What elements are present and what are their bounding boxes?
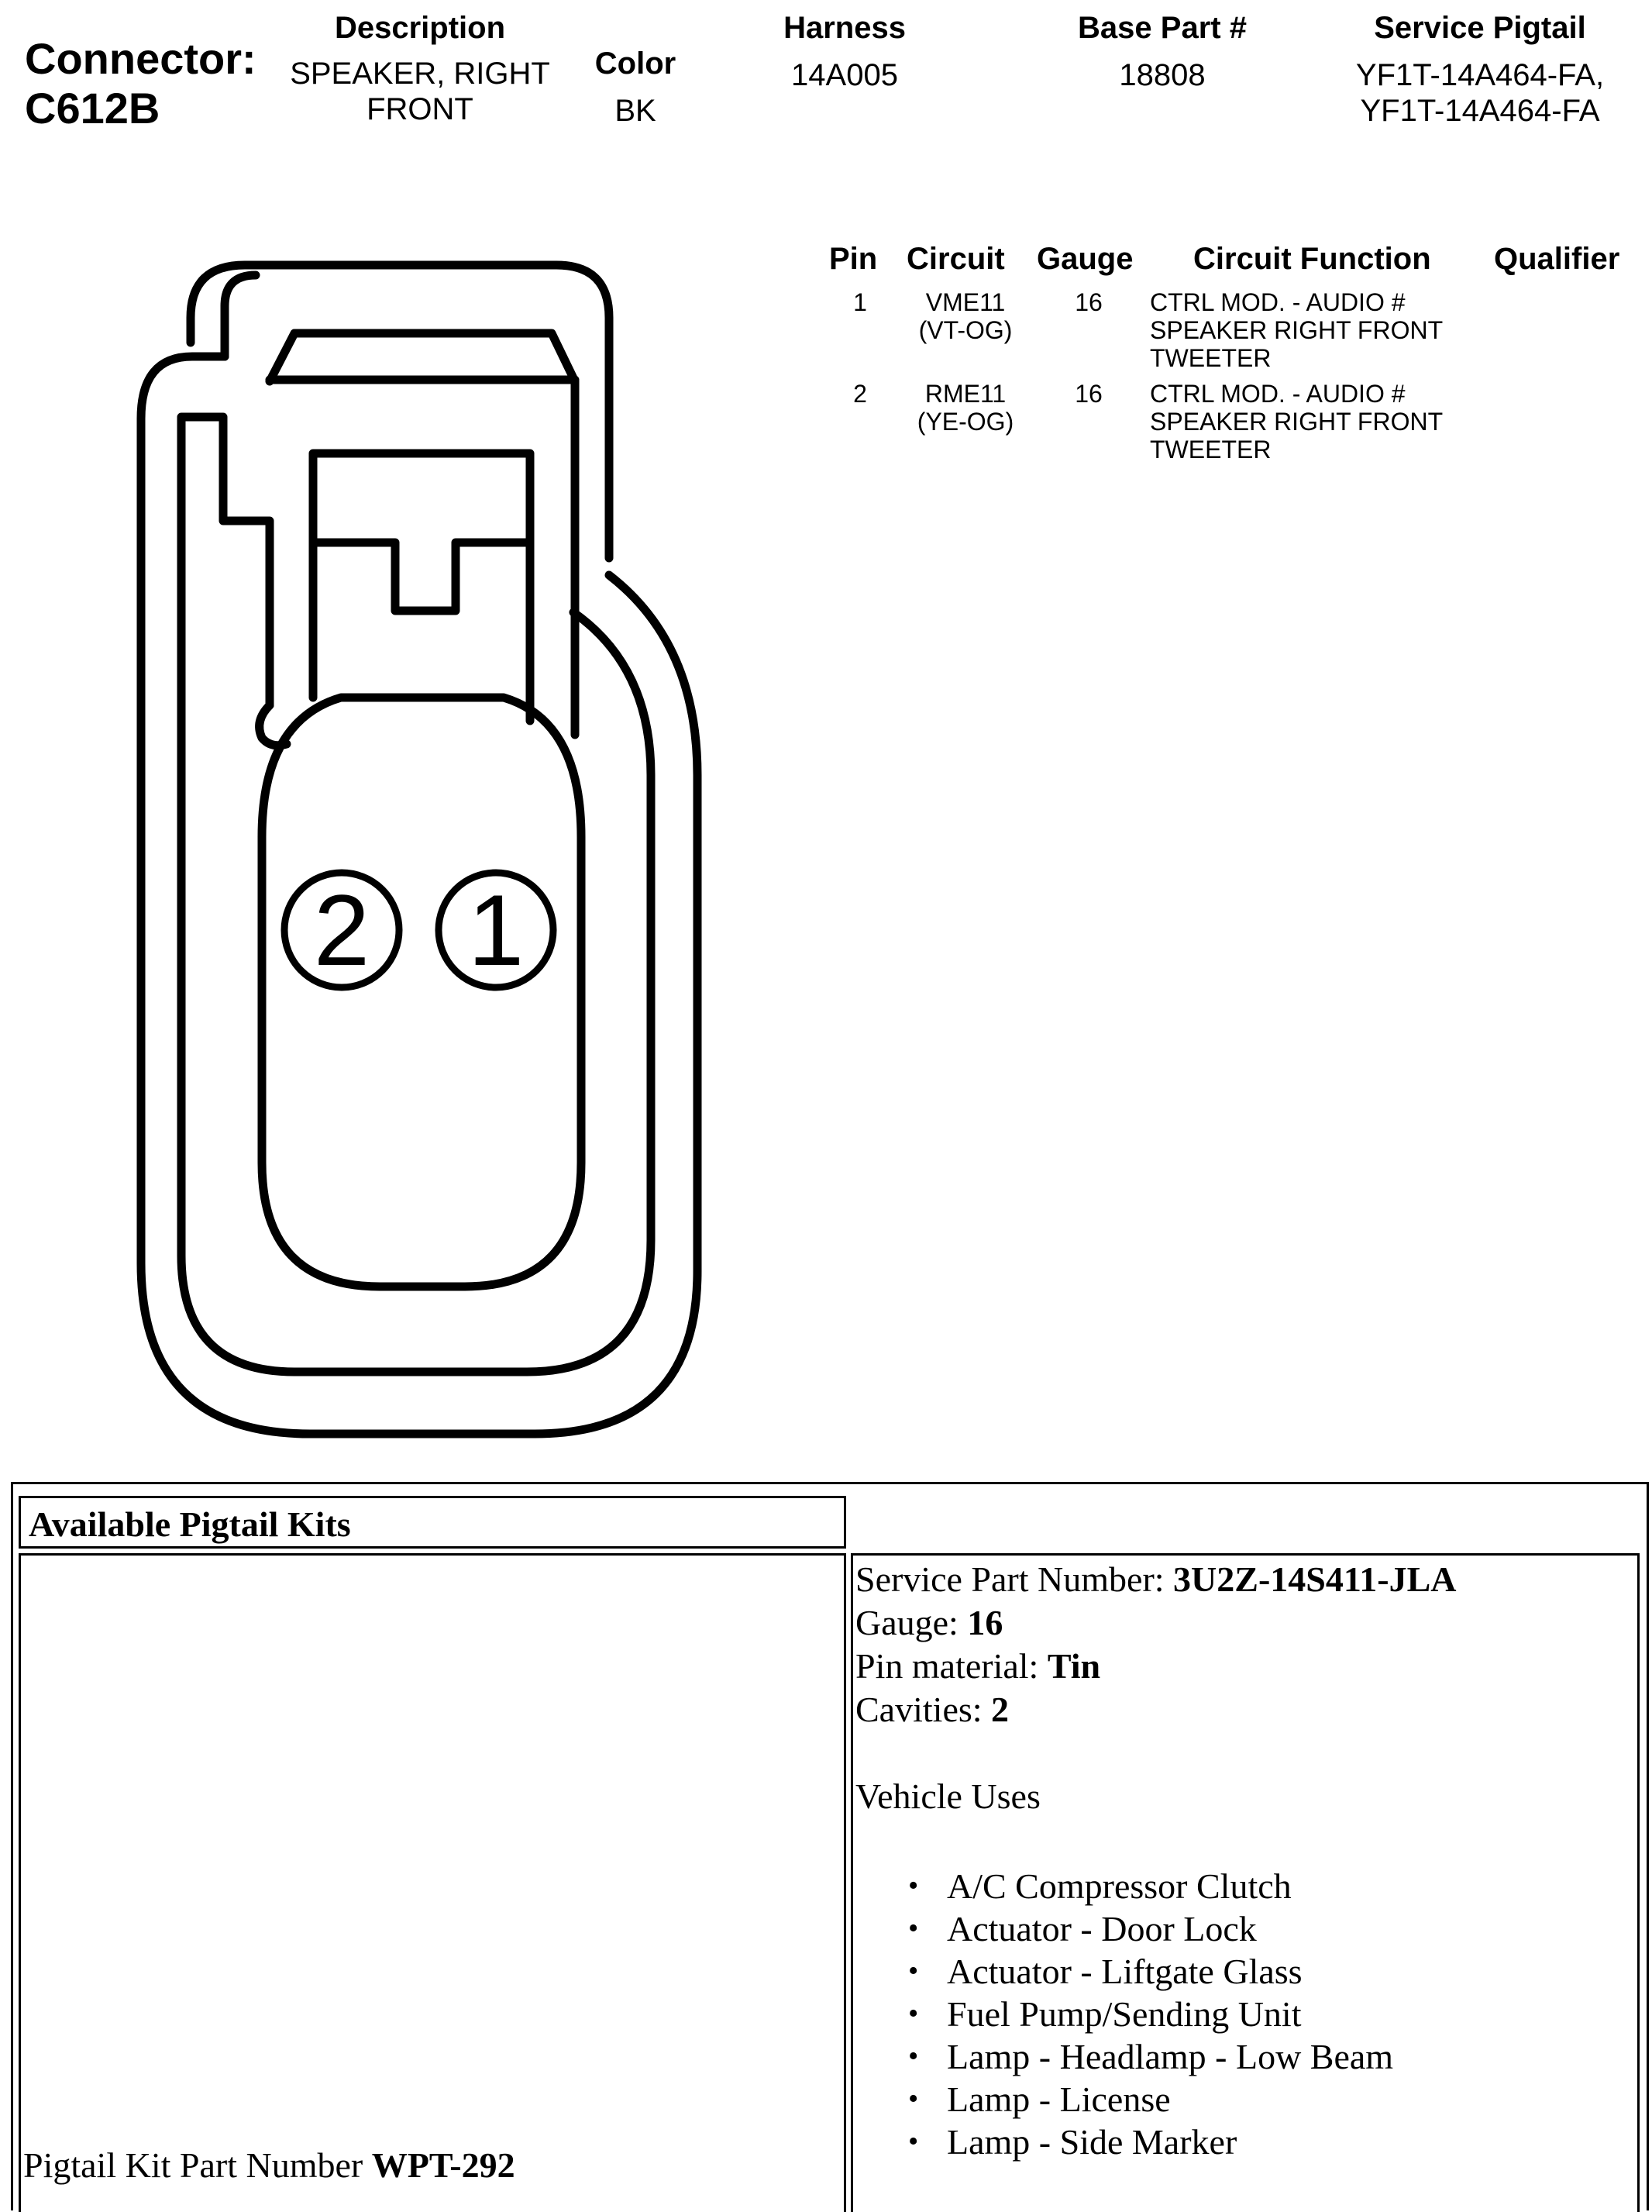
gauge-label: Gauge: (855, 1603, 968, 1642)
harness-header: Harness (783, 11, 906, 45)
pigtail-details (855, 1558, 1630, 2163)
vehicle-use-item: • Fuel Pump/Sending Unit (908, 1993, 1630, 2035)
pigtail-kit-value: WPT-292 (371, 2145, 515, 2185)
pin-1-label: 1 (467, 873, 525, 987)
connector-outer-shell (191, 265, 609, 558)
pin-row-2-gauge: 16 (1075, 380, 1103, 408)
vehicle-use-item: • Lamp - Headlamp - Low Beam (908, 2035, 1630, 2078)
qualifier-col-header: Qualifier (1494, 242, 1620, 276)
service-pigtail-header: Service Pigtail (1374, 11, 1586, 45)
service-pigtail-value: YF1T-14A464-FA,YF1T-14A464-FA (1355, 58, 1605, 128)
pin-material-line (855, 1645, 1630, 1688)
vehicle-use-item: • A/C Compressor Clutch (908, 1865, 1630, 1907)
pin-row-2-circuit-id: RME11 (924, 380, 1007, 408)
pigtail-title-cell (19, 1496, 846, 1549)
service-part-value: 3U2Z-14S411-JLA (1173, 1559, 1457, 1599)
pin-row-1-circuit-id: VME11 (925, 288, 1006, 316)
pin-material-label: Pin material: (855, 1646, 1048, 1686)
cavities-line (855, 1688, 1630, 1731)
vehicle-uses-list (908, 1865, 1630, 2163)
pin-row-2-function: CTRL MOD. - AUDIO # SPEAKER RIGHT FRONT TWEETER (1150, 380, 1443, 463)
pin-row-2-circuit-color: (YE-OG) (917, 408, 1014, 436)
base-part-value: 18808 (1119, 58, 1206, 92)
base-part-header: Base Part # (1078, 11, 1247, 45)
vehicle-uses-label: Vehicle Uses (855, 1776, 1041, 1816)
vehicle-use-item: • Lamp - License (908, 2078, 1630, 2121)
pin-row-1-gauge: 16 (1075, 288, 1103, 316)
pin-2-label: 2 (313, 873, 370, 987)
connector-cavity-body (262, 698, 581, 1287)
pin-col-header: Pin (829, 242, 878, 276)
pigtail-kit-label: Pigtail Kit Part Number (23, 2145, 372, 2185)
gauge-value: 16 (967, 1603, 1003, 1642)
gauge-col-header: Gauge (1037, 242, 1134, 276)
pin-row-1-pin: 1 (853, 288, 867, 316)
connector-label: Connector: (25, 34, 256, 83)
description-value: SPEAKER, RIGHT FRONT (290, 57, 550, 126)
connector-id: C612B (25, 84, 160, 133)
cavities-value: 2 (991, 1690, 1010, 1729)
harness-value: 14A005 (791, 58, 898, 92)
color-header: Color (594, 47, 676, 81)
circuit-col-header: Circuit (907, 242, 1005, 276)
service-part-line (855, 1558, 1630, 1601)
connector-inner-tab (225, 275, 256, 357)
function-col-header: Circuit Function (1193, 242, 1431, 276)
pigtail-kit-line (23, 2144, 837, 2187)
pin-row-1-function: CTRL MOD. - AUDIO # SPEAKER RIGHT FRONT TWEETER (1150, 288, 1443, 372)
vehicle-use-item: • Actuator - Door Lock (908, 1907, 1630, 1950)
service-part-label: Service Part Number: (855, 1559, 1174, 1599)
cavities-label: Cavities: (855, 1690, 992, 1729)
gauge-line (855, 1601, 1630, 1645)
pin-row-1-circuit-color: (VT-OG) (918, 316, 1013, 344)
description-header: Description (334, 11, 506, 45)
vehicle-use-item: • Actuator - Liftgate Glass (908, 1950, 1630, 1993)
pin-row-2-circuit (899, 380, 1032, 436)
pin-row-1-circuit (899, 288, 1032, 344)
pigtail-kit-cell (19, 1553, 846, 2212)
pigtail-title: Available Pigtail Kits (29, 1504, 351, 1544)
pin-row-2-pin: 2 (853, 380, 867, 408)
color-value: BK (614, 94, 656, 128)
connector-diagram (0, 0, 775, 1473)
connector-latch-window (313, 453, 530, 611)
pin-material-value: Tin (1047, 1646, 1101, 1686)
vehicle-use-item: • Lamp - Side Marker (908, 2121, 1630, 2163)
